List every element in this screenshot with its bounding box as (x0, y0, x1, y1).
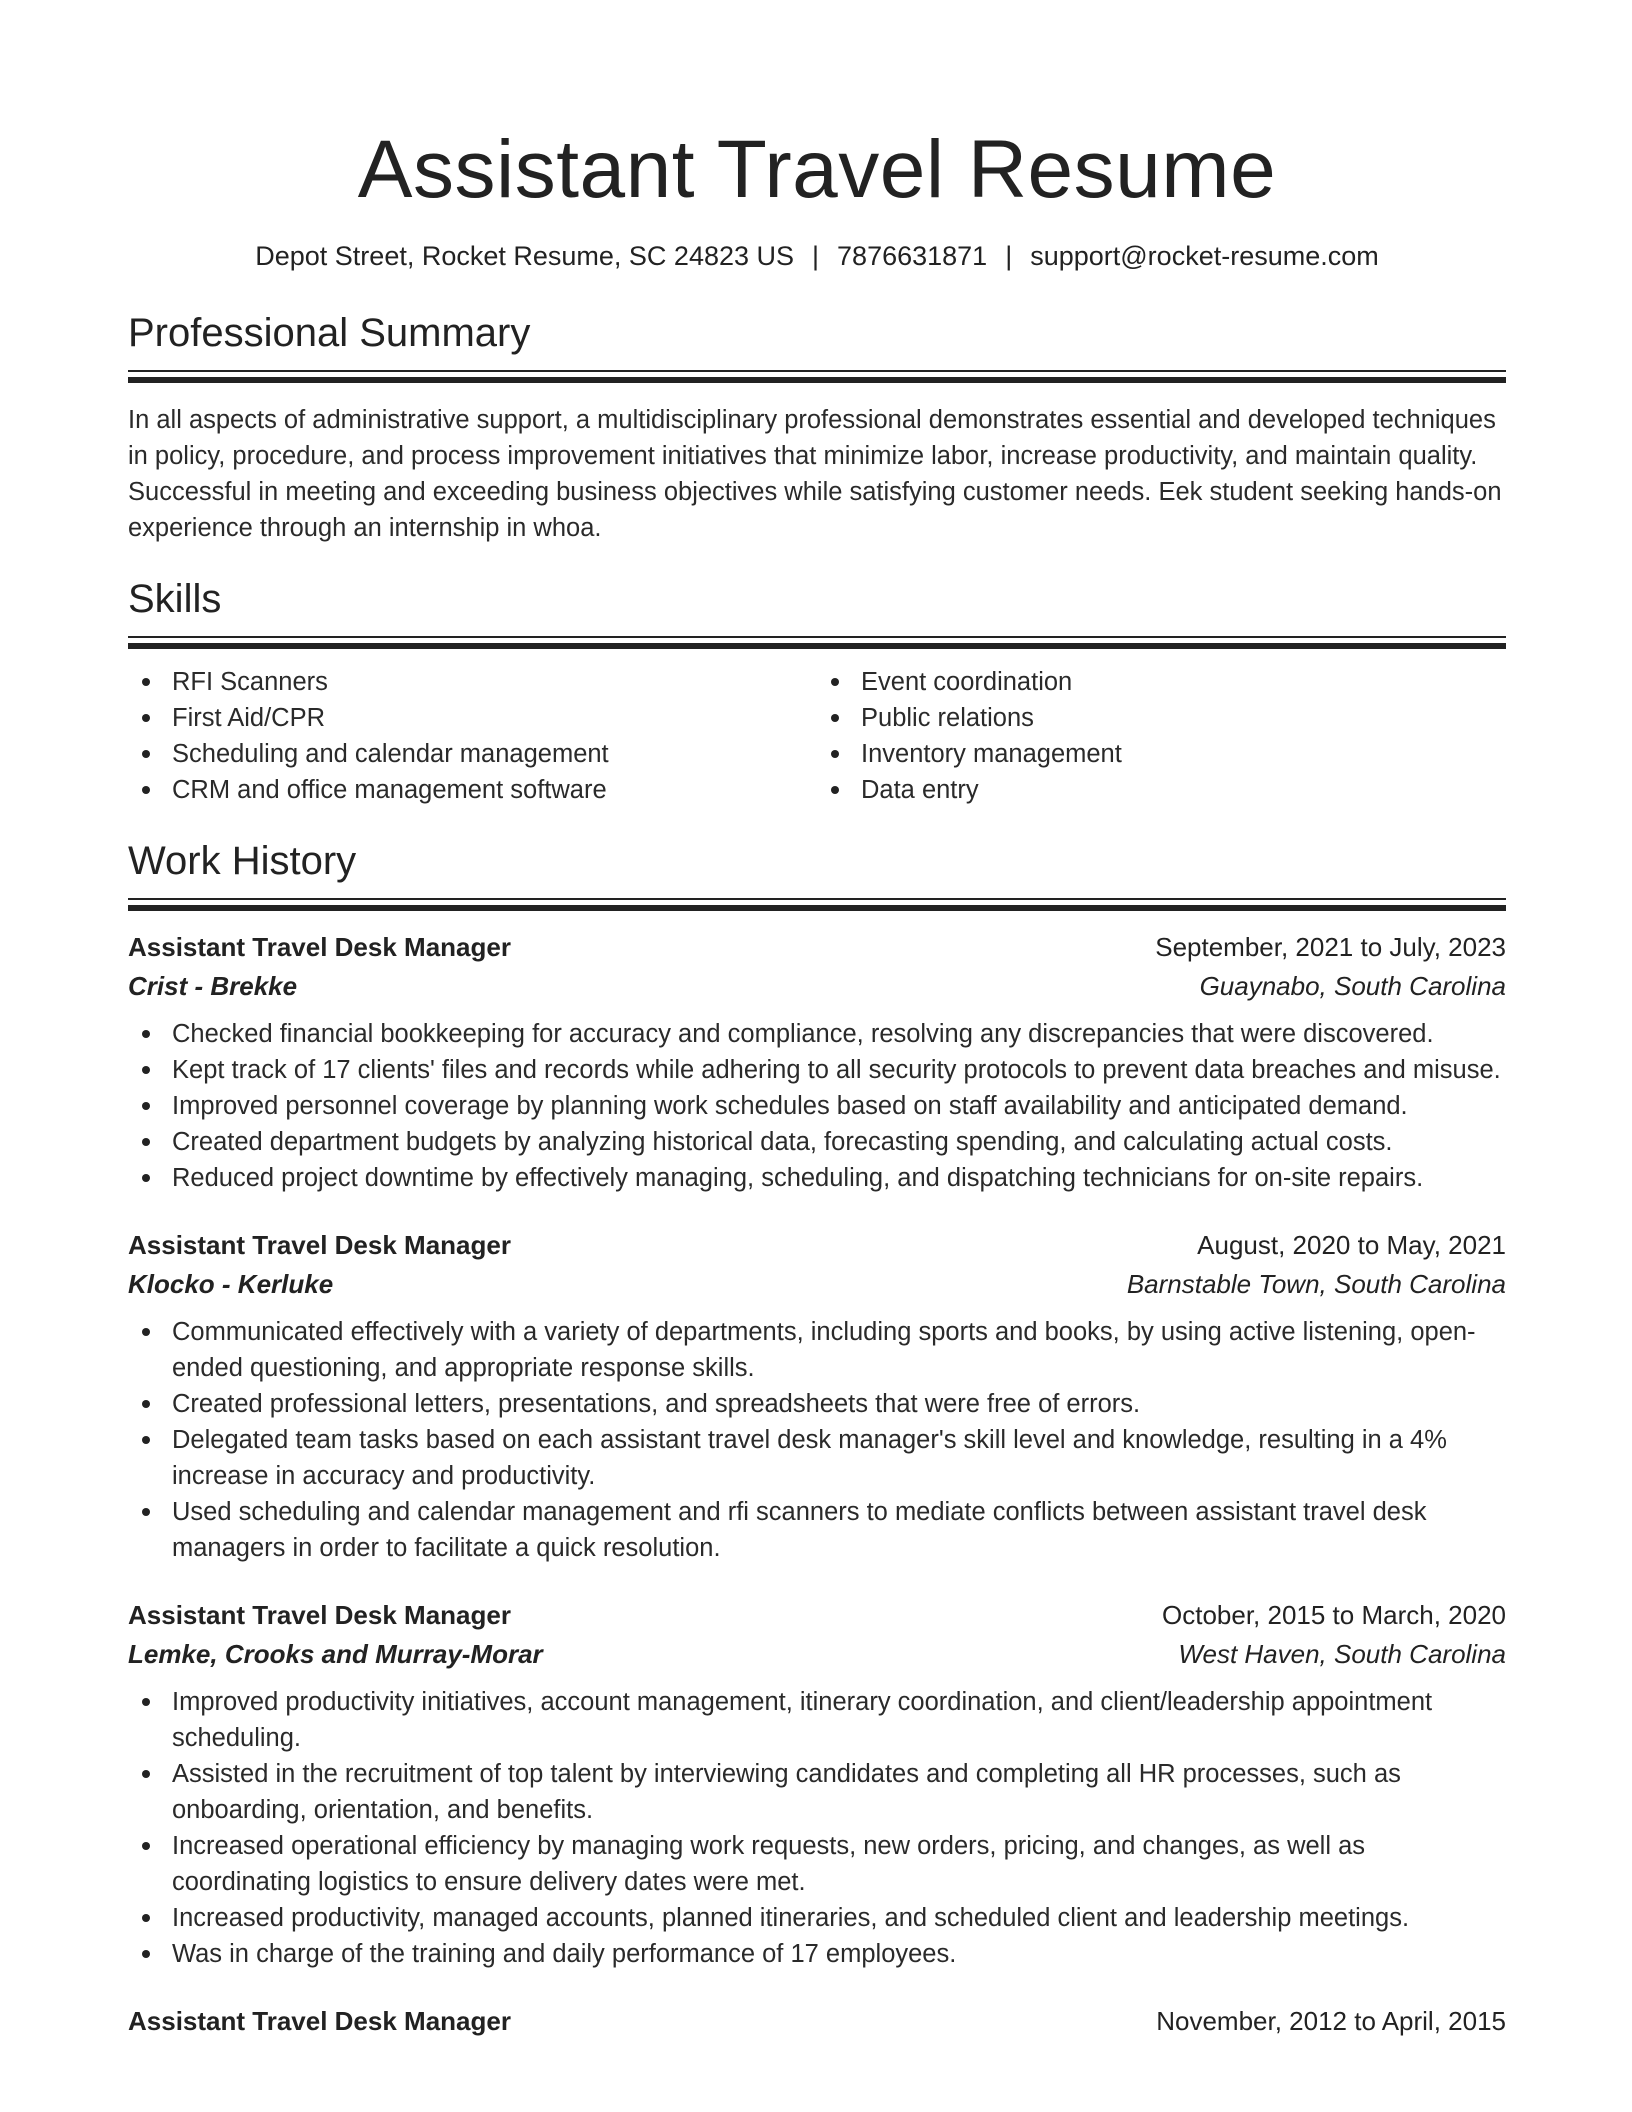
job-bullet: Was in charge of the training and daily performance of 17 employees. (172, 1936, 1506, 1972)
job-location: Guaynabo, South Carolina (1199, 971, 1506, 1001)
skill-item: RFI Scanners (172, 664, 817, 700)
job-bullet: Increased operational efficiency by managing work requests, new orders, pricing, and changes, as well as coordinating logistics to ensure delivery dates were met. (172, 1828, 1506, 1900)
section-heading-work-history: Work History (128, 839, 357, 883)
section-divider (128, 898, 1506, 914)
skill-item: Inventory management (861, 736, 1506, 772)
work-history-section (128, 836, 1506, 2040)
job-bullet: Reduced project downtime by effectively managing, scheduling, and dispatching technicians for on-site repairs. (172, 1160, 1506, 1196)
job-bullet: Assisted in the recruitment of top talent by interviewing candidates and completing all HR processes, such as onboarding, orientation, and benefits. (172, 1756, 1506, 1828)
job-entry (128, 1596, 1506, 1972)
contact-address: Depot Street, Rocket Resume, SC 24823 US (255, 241, 795, 271)
skills-columns (128, 664, 1506, 808)
page-title: Assistant Travel Resume (357, 124, 1277, 215)
job-bullet: Created professional letters, presentations, and spreadsheets that were free of errors. (172, 1386, 1506, 1422)
job-company: Lemke, Crooks and Murray-Morar (128, 1639, 543, 1669)
job-entry (128, 1226, 1506, 1566)
job-bullet: Improved productivity initiatives, account management, itinerary coordination, and client/leadership appointment scheduling. (172, 1684, 1506, 1756)
resume-page (128, 0, 1506, 2040)
section-heading-summary: Professional Summary (128, 311, 531, 355)
job-company: Crist - Brekke (128, 971, 298, 1001)
section-heading-skills: Skills (128, 577, 222, 621)
skill-item: CRM and office management software (172, 772, 817, 808)
summary-section (128, 308, 1506, 546)
section-divider (128, 636, 1506, 652)
job-title: Assistant Travel Desk Manager (128, 1600, 511, 1630)
job-bullet: Used scheduling and calendar management and rfi scanners to mediate conflicts between assistant travel desk managers in order to facilitate a quick resolution. (172, 1494, 1506, 1566)
job-dates: November, 2012 to April, 2015 (1156, 2006, 1506, 2036)
skills-list-left (128, 664, 817, 808)
job-bullet: Created department budgets by analyzing historical data, forecasting spending, and calculating actual costs. (172, 1124, 1506, 1160)
job-bullet: Increased productivity, managed accounts, planned itineraries, and scheduled client and leadership meetings. (172, 1900, 1506, 1936)
job-bullet: Delegated team tasks based on each assistant travel desk manager's skill level and knowledge, resulting in a 4% increase in accuracy and productivity. (172, 1422, 1506, 1494)
job-title: Assistant Travel Desk Manager (128, 932, 511, 962)
job-bullets (128, 1016, 1506, 1196)
job-dates: August, 2020 to May, 2021 (1197, 1230, 1506, 1260)
job-location: West Haven, South Carolina (1178, 1639, 1506, 1669)
job-dates: September, 2021 to July, 2023 (1155, 932, 1506, 962)
job-title: Assistant Travel Desk Manager (128, 2006, 511, 2036)
contact-line (128, 238, 1506, 274)
summary-text: In all aspects of administrative support, a multidisciplinary professional demonstrates essential and developed techniques in policy, procedure, and process improvement initiatives that minimize labor, increase productivity, and maintain quality. Successful in meeting and exceeding business objectives while satisfying customer needs. Eek student seeking hands-on experience through an internship in whoa. (128, 406, 1502, 542)
job-entry (128, 928, 1506, 1196)
job-company: Klocko - Kerluke (128, 1269, 334, 1299)
skills-section (128, 574, 1506, 808)
skill-item: Event coordination (861, 664, 1506, 700)
job-bullet: Improved personnel coverage by planning work schedules based on staff availability and anticipated demand. (172, 1088, 1506, 1124)
job-bullet: Kept track of 17 clients' files and records while adhering to all security protocols to prevent data breaches and misuse. (172, 1052, 1506, 1088)
contact-email: support@rocket-resume.com (1030, 241, 1379, 271)
contact-phone: 7876631871 (837, 241, 988, 271)
job-dates: October, 2015 to March, 2020 (1162, 1600, 1506, 1630)
skill-item: Data entry (861, 772, 1506, 808)
job-bullets (128, 1684, 1506, 1972)
contact-separator: | (1005, 241, 1013, 271)
job-location: Barnstable Town, South Carolina (1126, 1269, 1506, 1299)
contact-separator: | (812, 241, 820, 271)
job-title: Assistant Travel Desk Manager (128, 1230, 511, 1260)
job-bullets (128, 1314, 1506, 1566)
skill-item: Public relations (861, 700, 1506, 736)
skill-item: First Aid/CPR (172, 700, 817, 736)
skills-list-right (817, 664, 1506, 808)
skill-item: Scheduling and calendar management (172, 736, 817, 772)
job-bullet: Checked financial bookkeeping for accuracy and compliance, resolving any discrepancies that were discovered. (172, 1016, 1506, 1052)
job-bullet: Communicated effectively with a variety of departments, including sports and books, by using active listening, open-ended questioning, and appropriate response skills. (172, 1314, 1506, 1386)
section-divider (128, 370, 1506, 386)
job-entry (128, 2002, 1506, 2040)
